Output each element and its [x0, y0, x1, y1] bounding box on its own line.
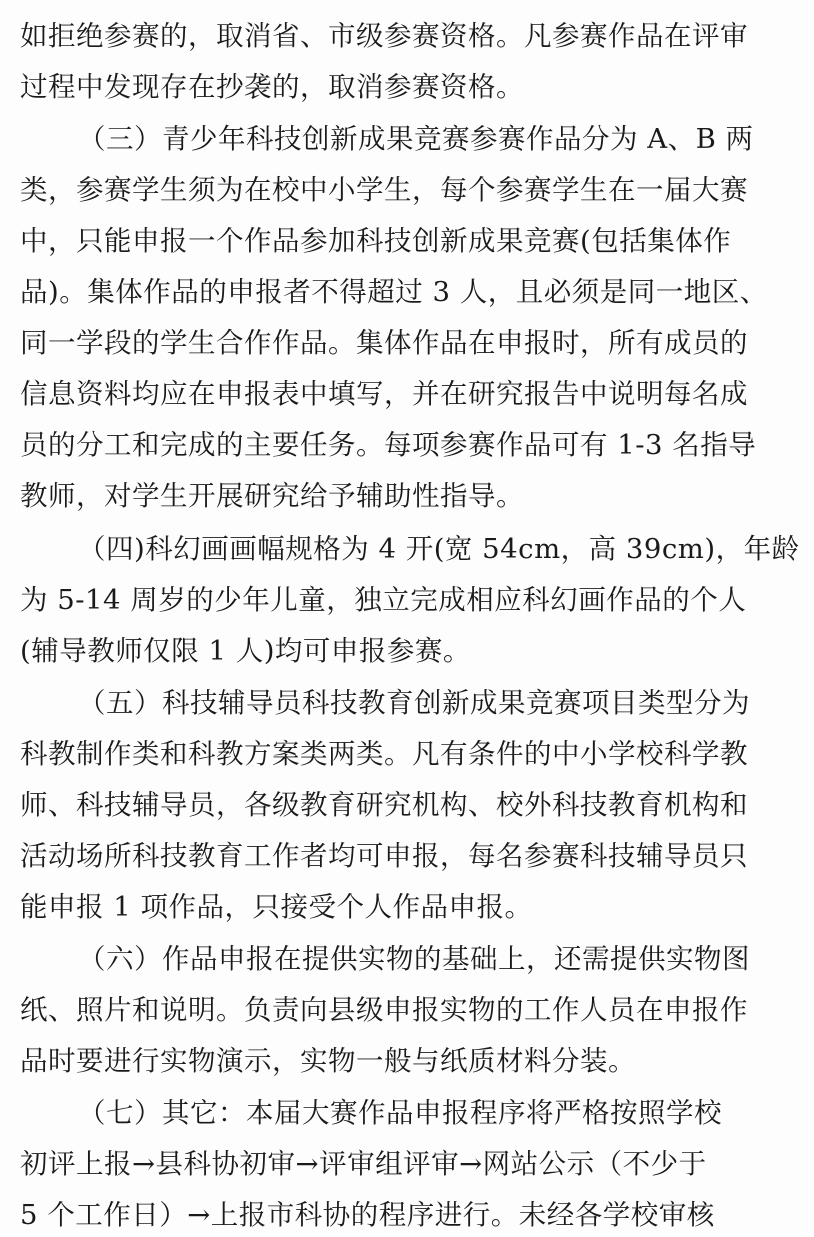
text-line: 教师，对学生开展研究给予辅助性指导。: [20, 480, 524, 512]
text-line: 师、科技辅导员，各级教育研究机构、校外科技教育机构和: [20, 789, 748, 821]
text-line: (辅导教师仅限 1 人)均可申报参赛。: [20, 635, 471, 667]
text-line: 如拒绝参赛的，取消省、市级参赛资格。凡参赛作品在评审: [20, 20, 748, 52]
text-line: 信息资料均应在申报表中填写，并在研究报告中说明每名成: [20, 378, 748, 410]
paragraph-5-start: （五）科技辅导员科技教育创新成果竞赛项目类型分为: [78, 687, 750, 719]
text-line: 品时要进行实物演示，实物一般与纸质材料分装。: [20, 1045, 636, 1077]
text-line: 品)。集体作品的申报者不得超过 3 人，且必须是同一地区、: [20, 276, 768, 308]
text-line: 能申报 1 项作品，只接受个人作品申报。: [20, 891, 533, 923]
text-line: 初评上报→县科协初审→评审组评审→网站公示（不少于: [20, 1148, 707, 1180]
text-line: 活动场所科技教育工作者均可申报，每名参赛科技辅导员只: [20, 840, 748, 872]
text-line: 为 5-14 周岁的少年儿童，独立完成相应科幻画作品的个人: [20, 584, 747, 616]
text-line: 同一学段的学生合作作品。集体作品在申报时，所有成员的: [20, 327, 748, 359]
text-line: 纸、照片和说明。负责向县级申报实物的工作人员在申报作: [20, 994, 748, 1026]
paragraph-6-start: （六）作品申报在提供实物的基础上，还需提供实物图: [78, 943, 750, 975]
text-line: 5 个工作日）→上报市科协的程序进行。未经各学校审核: [20, 1199, 715, 1231]
text-line: 类，参赛学生须为在校中小学生，每个参赛学生在一届大赛: [20, 174, 748, 206]
text-line: 员的分工和完成的主要任务。每项参赛作品可有 1-3 名指导: [20, 429, 757, 461]
text-line: 过程中发现存在抄袭的，取消参赛资格。: [20, 71, 524, 103]
text-line: 科教制作类和科教方案类两类。凡有条件的中小学校科学教: [20, 738, 748, 770]
paragraph-3-start: （三）青少年科技创新成果竞赛参赛作品分为 A、B 两: [78, 123, 754, 155]
paragraph-7-start: （七）其它：本届大赛作品申报程序将严格按照学校: [78, 1097, 722, 1129]
paragraph-4-start: （四)科幻画画幅规格为 4 开(宽 54cm，高 39cm)，年龄: [78, 533, 800, 565]
text-line: 中，只能申报一个作品参加科技创新成果竞赛(包括集体作: [20, 225, 732, 257]
